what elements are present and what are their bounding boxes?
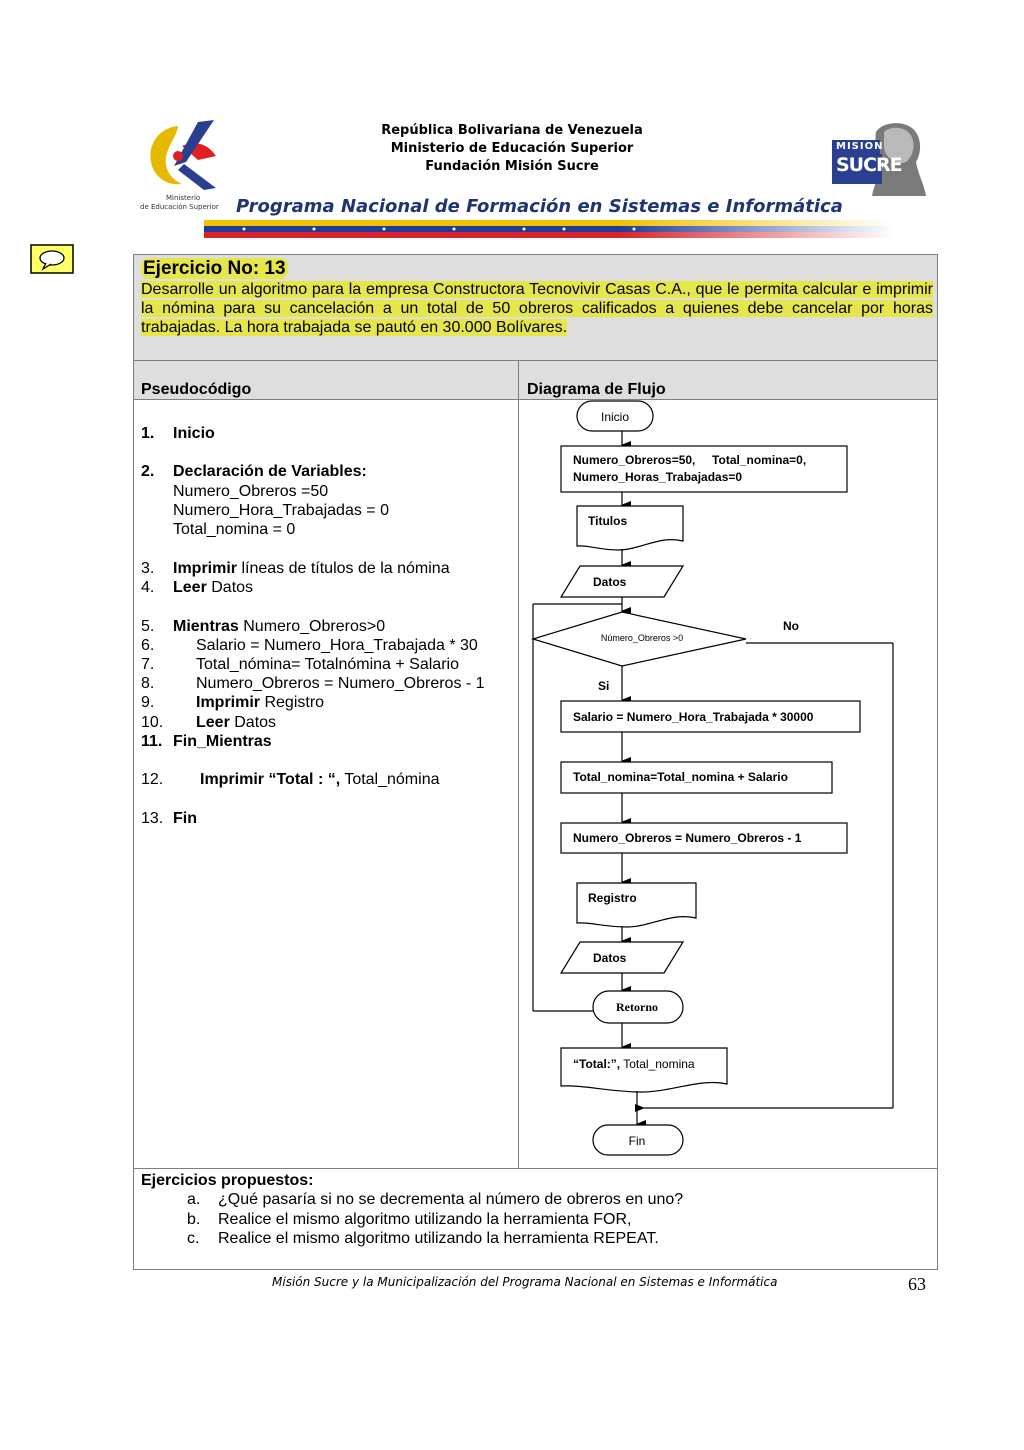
pseudo-keyword: Leer xyxy=(196,714,230,731)
salario-label: Salario = Numero_Hora_Trabajada * 30000 xyxy=(573,710,814,724)
registro-document xyxy=(577,883,696,927)
pseudo-text: Total_nómina xyxy=(340,771,440,788)
pseudo-line-9 xyxy=(196,693,324,712)
pseudo-line-1 xyxy=(141,424,154,443)
program-title: Programa Nacional de Formación en Sistemas e Informática xyxy=(236,196,843,217)
footer-text: Misión Sucre y la Municipalización del Programa Nacional en Sistemas e Informática xyxy=(272,1275,778,1289)
pseudo-text: Numero_Obreros>0 xyxy=(238,618,386,635)
pseudo-line-8-num: 8. xyxy=(141,675,155,692)
print-total-bold: “Total:”, xyxy=(573,1057,621,1071)
comment-icon[interactable] xyxy=(30,244,74,274)
pseudo-text: Datos xyxy=(229,714,277,731)
init-label-1: Numero_Obreros=50, Total_nomina=0, xyxy=(573,453,807,467)
pseudo-line-2a: Numero_Obreros =50 xyxy=(173,483,329,500)
header-line-1: República Bolivariana de Venezuela xyxy=(381,123,643,138)
proposed-c-label: c. xyxy=(187,1230,200,1247)
pseudo-keyword: Inicio xyxy=(173,425,215,442)
pseudo-line-2c: Total_nomina = 0 xyxy=(173,521,296,538)
proposed-b: Realice el mismo algoritmo utilizando la herramienta FOR, xyxy=(218,1211,632,1228)
flowchart-header: Diagrama de Flujo xyxy=(527,381,666,398)
pseudo-line-11-num xyxy=(141,732,162,751)
pseudo-line-3 xyxy=(173,559,450,578)
exercise-description-text: Desarrolle un algoritmo para la empresa Constructora Tecnovivir Casas C.A., que le permita calcular e imprimir la nómina para su cancelación a un total de 50 obreros calificados a quienes debe cancelar por horas trabajadas. La hora trabajada se pautó en 30.000 Bolívares. xyxy=(141,281,933,336)
exercise-title xyxy=(141,258,288,280)
pseudo-keyword: Leer xyxy=(173,579,207,596)
pseudo-line-11 xyxy=(173,732,272,751)
proposed-a: ¿Qué pasaría si no se decrementa al número de obreros en uno? xyxy=(218,1191,684,1208)
pseudo-line-9-num: 9. xyxy=(141,694,155,711)
pseudo-line-2-text xyxy=(173,462,367,481)
exercise-title-text: Ejercicio No: 13 xyxy=(143,258,286,279)
pseudo-num: 11. xyxy=(141,733,163,750)
end-label: Fin xyxy=(628,1134,646,1148)
pseudo-line-6: Salario = Numero_Hora_Trabajada * 30 xyxy=(196,637,478,654)
pseudo-line-12-num: 12. xyxy=(141,771,164,788)
pseudo-line-13-num: 13. xyxy=(141,810,164,827)
pseudo-keyword: Mientras xyxy=(173,618,239,635)
proposed-a-label: a. xyxy=(187,1191,201,1208)
pseudo-text: líneas de títulos de la nómina xyxy=(237,560,450,577)
ministerio-logo-text-2: de Educación Superior xyxy=(140,203,219,211)
mision-logo-text-2: SUCRE xyxy=(836,154,902,176)
print-total-rest: Total_nomina xyxy=(620,1057,695,1071)
pseudo-keyword: Imprimir xyxy=(173,560,238,577)
page-number: 63 xyxy=(908,1274,926,1294)
flag-band xyxy=(204,220,894,238)
pseudo-line-8: Numero_Obreros = Numero_Obreros - 1 xyxy=(196,675,485,692)
datos-label-2: Datos xyxy=(593,951,627,965)
pseudo-line-5 xyxy=(173,617,385,636)
pseudo-line-12 xyxy=(200,770,439,789)
datos-label-1: Datos xyxy=(593,575,627,589)
flowchart xyxy=(519,400,937,1168)
print-total-label xyxy=(573,1057,695,1071)
si-label: Si xyxy=(598,679,610,693)
retorno-label: Retorno xyxy=(616,1000,658,1014)
exercise-description xyxy=(141,280,933,337)
no-label: No xyxy=(783,619,799,633)
start-label: Inicio xyxy=(600,410,630,424)
titulos-document xyxy=(577,506,683,550)
titulos-label: Titulos xyxy=(588,514,628,528)
init-label-2: Numero_Horas_Trabajadas=0 xyxy=(573,470,743,484)
mision-logo-text-1: MISION xyxy=(836,141,884,152)
header-line-2: Ministerio de Educación Superior xyxy=(390,141,634,156)
pseudo-line-6-num: 6. xyxy=(141,637,155,654)
pseudo-line-13 xyxy=(173,809,197,828)
pseudo-line-7-num: 7. xyxy=(141,656,155,673)
decrement-label: Numero_Obreros = Numero_Obreros - 1 xyxy=(573,831,802,845)
pseudo-line-3-num: 3. xyxy=(141,560,155,577)
registro-label: Registro xyxy=(588,891,637,905)
pseudo-line-10 xyxy=(196,713,276,732)
pseudo-line-2 xyxy=(141,462,154,481)
pseudo-line-5-num: 5. xyxy=(141,618,155,635)
pseudo-keyword: Fin xyxy=(173,810,197,827)
proposed-b-label: b. xyxy=(187,1211,201,1228)
pseudo-line-4 xyxy=(173,578,253,597)
pseudo-keyword: Imprimir xyxy=(196,694,261,711)
pseudo-line-2b: Numero_Hora_Trabajadas = 0 xyxy=(173,502,389,519)
pseudo-num: 1. xyxy=(141,425,155,442)
pseudo-keyword: Fin_Mientras xyxy=(173,733,272,750)
pseudo-line-10-num: 10. xyxy=(141,714,164,731)
decision-label: Número_Obreros >0 xyxy=(600,633,684,643)
pseudo-num: 2. xyxy=(141,463,155,480)
pseudo-text: Registro xyxy=(260,694,325,711)
proposed-c: Realice el mismo algoritmo utilizando la herramienta REPEAT. xyxy=(218,1230,659,1247)
pseudo-line-1-text xyxy=(173,424,215,443)
pseudo-text: Datos xyxy=(206,579,254,596)
ministerio-logo-text-1: Ministerio xyxy=(166,194,201,202)
proposed-rule xyxy=(134,1168,937,1169)
pseudocode-header: Pseudocódigo xyxy=(141,381,252,398)
pseudo-keyword: Declaración de Variables: xyxy=(173,463,367,480)
pseudo-keyword: Imprimir “Total : “, xyxy=(200,771,341,788)
total-label: Total_nomina=Total_nomina + Salario xyxy=(573,770,788,784)
pseudo-line-7: Total_nómina= Totalnómina + Salario xyxy=(196,656,459,673)
pseudo-line-4-num: 4. xyxy=(141,579,155,596)
proposed-title: Ejercicios propuestos: xyxy=(141,1172,314,1189)
header-line-3: Fundación Misión Sucre xyxy=(425,159,599,174)
